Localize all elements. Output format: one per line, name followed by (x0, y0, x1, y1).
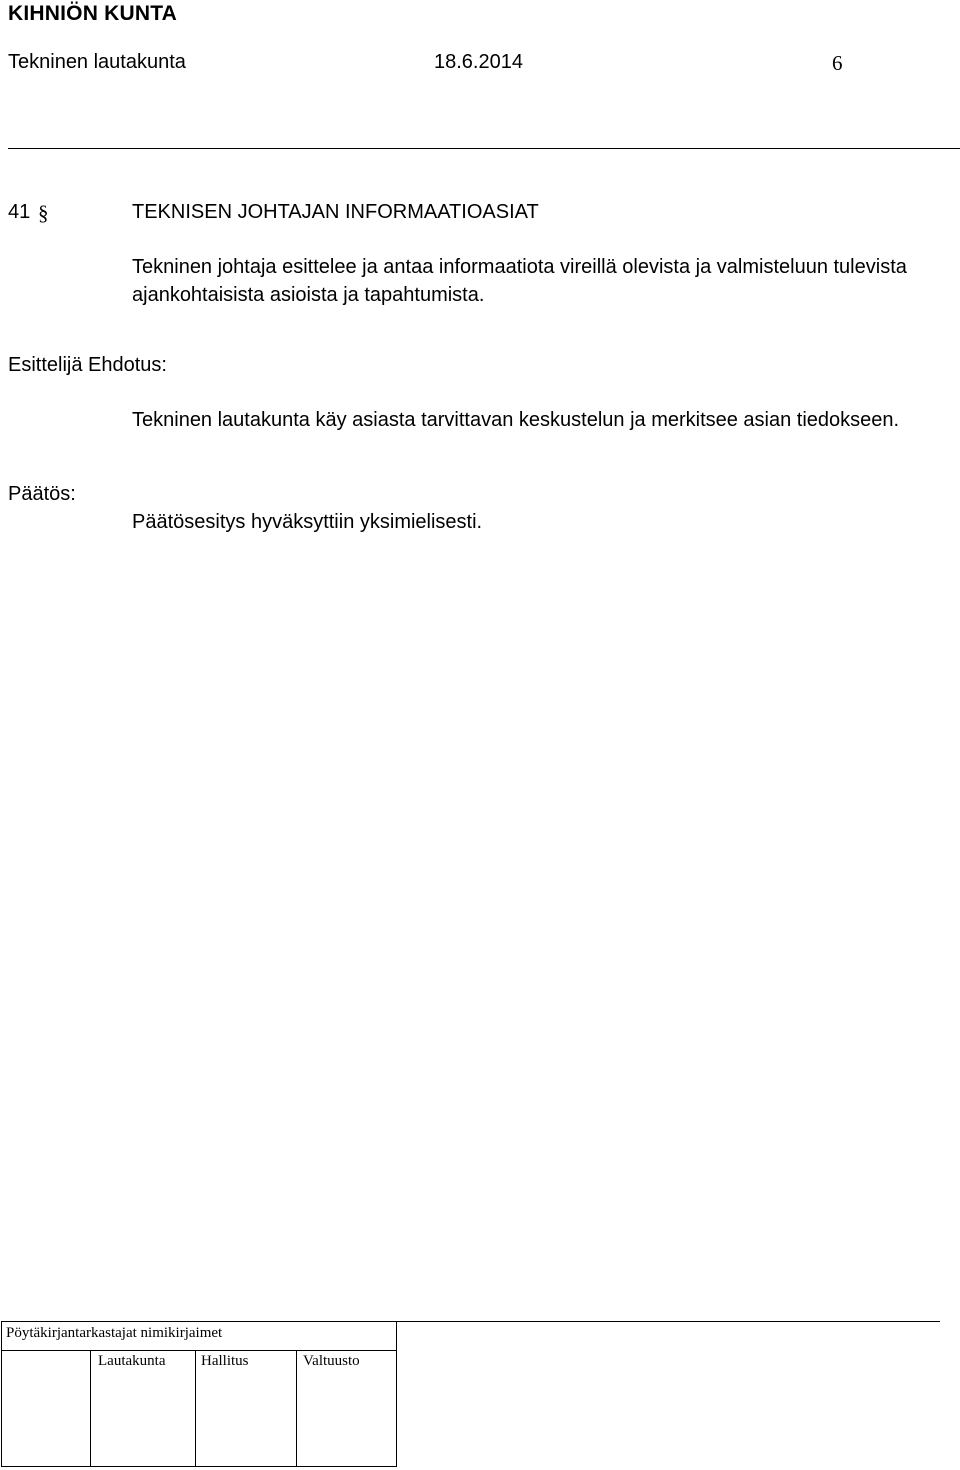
signature-box (1, 1321, 397, 1467)
page-number: 6 (832, 51, 843, 75)
signature-column-divider (195, 1350, 196, 1467)
signature-title: Pöytäkirjantarkastajat nimikirjaimet (6, 1325, 223, 1341)
proposal-paragraph: Tekninen lautakunta käy asiasta tarvittavan keskustelun ja merkitsee asian tiedokseen. (132, 409, 900, 431)
meeting-date: 18.6.2014 (434, 51, 523, 73)
header-divider (8, 148, 960, 149)
organization-name: KIHNIÖN KUNTA (8, 2, 178, 25)
signature-column-divider (90, 1350, 91, 1467)
signature-column-hallitus: Hallitus (201, 1353, 249, 1369)
section-title: TEKNISEN JOHTAJAN INFORMAATIOASIAT (132, 201, 539, 223)
signature-divider (1, 1350, 397, 1351)
signature-column-divider (296, 1350, 297, 1467)
board-name: Tekninen lautakunta (8, 51, 186, 73)
proposal-label: Esittelijä Ehdotus: (8, 354, 167, 376)
decision-paragraph: Päätösesitys hyväksyttiin yksimielisesti. (132, 511, 483, 533)
decision-label: Päätös: (8, 483, 76, 505)
section-mark: § (38, 201, 49, 225)
signature-column-lautakunta: Lautakunta (98, 1353, 166, 1369)
intro-paragraph: Tekninen johtaja esittelee ja antaa informaatiota vireillä olevista ja valmisteluun tulevista ajankohtaisista asioista ja tapahtumista. (132, 256, 907, 306)
footer-rule (397, 1321, 940, 1322)
signature-column-valtuusto: Valtuusto (303, 1353, 360, 1369)
section-number: 41 (8, 201, 31, 223)
